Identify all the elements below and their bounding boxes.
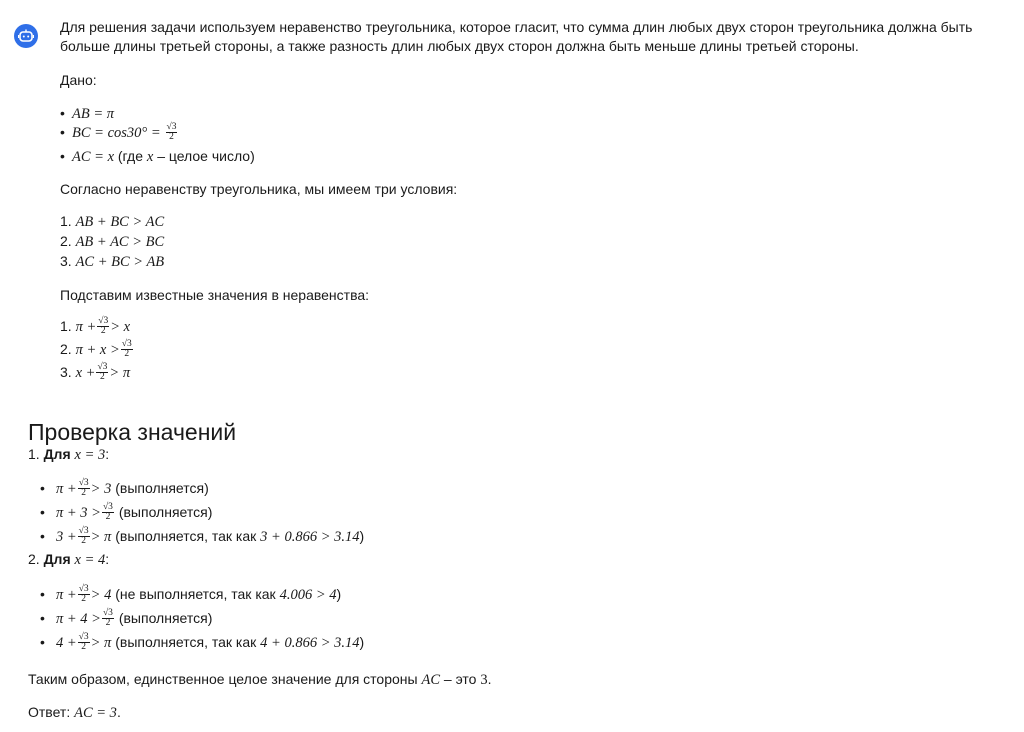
list-item: • BC = cos30° = $\frac{√3}{2}$ bbox=[60, 121, 177, 142]
list-item: • π + 3 > $\frac{√3}{2}$ (выполняется) bbox=[40, 501, 213, 522]
list-item: • 4 + $\frac{√3}{2}$ > π (выполняется, так как 4 + 0.866 > 3.14) bbox=[40, 631, 365, 652]
substituted-list bbox=[60, 317, 1005, 386]
fraction: $\frac{√3}{2}$ bbox=[97, 361, 108, 382]
fraction: $\frac{√3}{2}$ bbox=[121, 338, 132, 359]
list-item: 2. AB + AC > BC bbox=[60, 233, 165, 250]
conclusion-paragraph: Таким образом, единственное целое значение для стороны AC – это 3. bbox=[28, 671, 492, 688]
list-item: • AB = π bbox=[60, 105, 115, 122]
section-heading: Проверка значений bbox=[28, 419, 237, 445]
fraction: $\frac{√3}{2}$ bbox=[102, 607, 113, 628]
fraction: $\frac{√3}{2}$ bbox=[78, 477, 89, 498]
case-1-list bbox=[40, 479, 364, 551]
intro-paragraph: Для решения задачи используем неравенство треугольника, которое гласит, что сумма длин любых двух сторон треугольника должна быть больше длины третьей стороны, а также разность длин любых двух сторон должна быть меньше длины третьей стороны. bbox=[60, 19, 973, 54]
fraction: $\frac{√3}{2}$ bbox=[102, 501, 113, 522]
math-expression: BC = cos30° = bbox=[72, 125, 161, 141]
list-item: • π + $\frac{√3}{2}$ > 4 (не выполняется, так как 4.006 > 4) bbox=[40, 583, 342, 604]
list-item: 1. AB + BC > AC bbox=[60, 213, 165, 230]
fraction: $\frac{√3}{2}$ bbox=[166, 121, 177, 142]
list-item: 3. AC + BC > AB bbox=[60, 253, 165, 270]
case-2-list bbox=[40, 585, 364, 657]
conditions-label: Согласно неравенству треугольника, мы имеем три условия: bbox=[60, 181, 458, 197]
list-item: • 3 + $\frac{√3}{2}$ > π (выполняется, так как 3 + 0.866 > 3.14) bbox=[40, 525, 365, 546]
fraction: $\frac{√3}{2}$ bbox=[98, 315, 109, 336]
fraction: $\frac{√3}{2}$ bbox=[78, 583, 89, 604]
fraction: $\frac{√3}{2}$ bbox=[78, 631, 89, 652]
bot-avatar bbox=[14, 24, 38, 48]
list-item: • π + $\frac{√3}{2}$ > 3 (выполняется) bbox=[40, 477, 209, 498]
robot-icon bbox=[18, 29, 34, 43]
list-item: 3. x + $\frac{√3}{2}$ > π bbox=[60, 361, 131, 382]
list-item: • π + 4 > $\frac{√3}{2}$ (выполняется) bbox=[40, 607, 213, 628]
list-item: 1. π + $\frac{√3}{2}$ > x bbox=[60, 315, 131, 336]
answer-paragraph: Ответ: AC = 3. bbox=[28, 704, 121, 721]
substitute-label: Подставим известные значения в неравенства: bbox=[60, 287, 370, 303]
math-expression: AC = x bbox=[72, 149, 114, 165]
given-label: Дано: bbox=[60, 72, 97, 88]
math-expression: AB = π bbox=[72, 106, 115, 122]
given-list bbox=[60, 104, 1005, 166]
case-1-header: 1. Для x = 3: bbox=[28, 446, 110, 463]
conditions-list bbox=[60, 212, 1005, 272]
assistant-message bbox=[60, 18, 1005, 386]
fraction: $\frac{√3}{2}$ bbox=[78, 525, 89, 546]
list-item: • AC = x (где x – целое число) bbox=[60, 148, 255, 165]
list-item: 2. π + x > $\frac{√3}{2}$ bbox=[60, 338, 132, 359]
case-2-header: 2. Для x = 4: bbox=[28, 551, 110, 568]
